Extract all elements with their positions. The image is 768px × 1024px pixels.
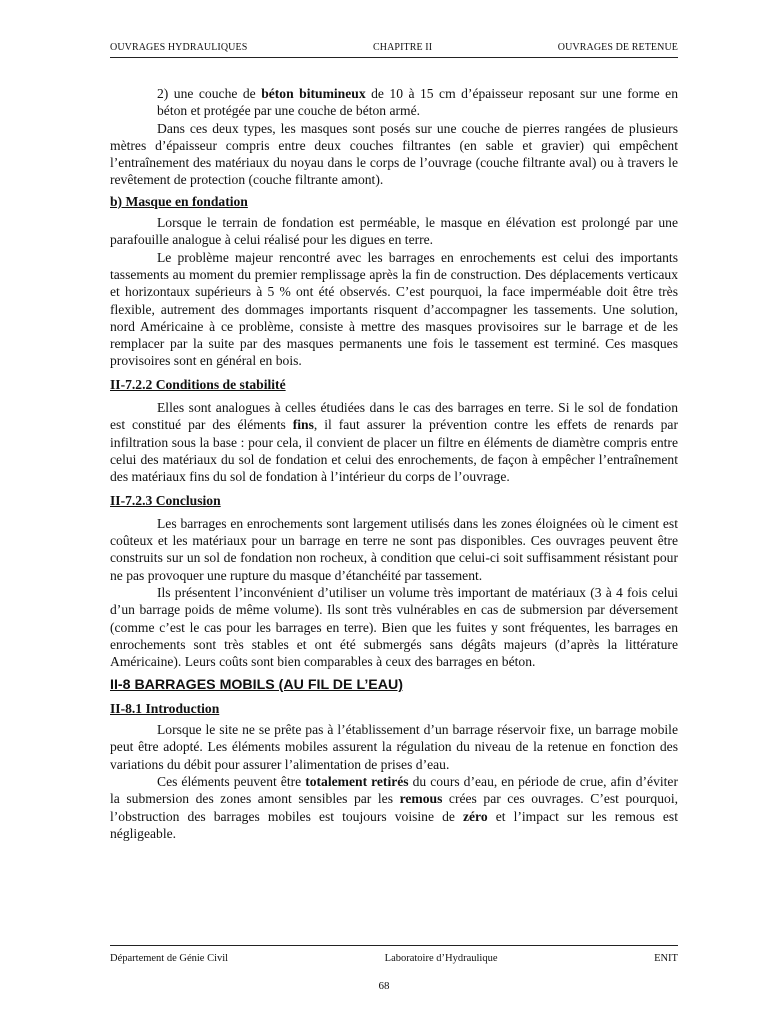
heading-masque-fondation: b) Masque en fondation bbox=[110, 193, 248, 209]
page-footer bbox=[110, 953, 678, 964]
p5-text-a: Elles sont analogues à celles étudiées dans le cas des barrages en terre. Si le sol de fondation est constitué par des éléments bbox=[110, 400, 678, 433]
header-left: OUVRAGES HYDRAULIQUES bbox=[110, 42, 248, 53]
paragraph-intro-2 bbox=[110, 773, 678, 842]
paragraph-conclusion-2: Ils présentent l’inconvénient d’utiliser un volume très important de matériaux (3 à 4 fois celui d’un barrage poids de même volume). Ils sont très vulnérables en cas de submersion par déversement (comme c’est le cas pour les barrages en terre). Bien que les fuites y sont fréquentes, les barrages en enrochements sont très stables et ont été submergés sans dégâts majeurs (d’après la littérature Américaine). Leurs coûts sont bien comparables à ceux des barrages en béton. bbox=[110, 585, 678, 670]
heading-introduction: II-8.1 Introduction bbox=[110, 700, 220, 716]
list-item-beton-bitumineux bbox=[157, 85, 678, 120]
paragraph-probleme-majeur: Le problème majeur rencontré avec les barrages en enrochements est celui des importants tassements au moment du premier remplissage après la fin de construction. Des déplacements verticaux et horizontaux supérieurs à 5 % ont été observés. C’est pourquoi, la face imperméable doit être très flexible, autrement des dommages importants risquent d’accompagner les tassements. Une solution, nord Américaine à ce problème, consiste à mettre des masques provisoires sur le barrage et de les remplacer par la suite par des masques permanents une fois le tassement est terminé. Ces masques provisoires sont en général en bois. bbox=[110, 249, 678, 369]
header-rule bbox=[110, 57, 678, 58]
p9-bold-zero: zéro bbox=[462, 808, 488, 824]
page-header bbox=[110, 42, 678, 53]
footer-center: Laboratoire d’Hydraulique bbox=[384, 953, 498, 964]
page-body bbox=[110, 85, 678, 842]
paragraph-terrain-fondation: Lorsque le terrain de fondation est perméable, le masque en élévation est prolongé par une parafouille analogue à celui réalisé pour les digues en terre. bbox=[110, 215, 678, 248]
paragraph-stabilite bbox=[110, 399, 678, 485]
header-right: OUVRAGES DE RETENUE bbox=[557, 42, 678, 53]
footer-left: Département de Génie Civil bbox=[110, 953, 229, 964]
p9-text-a: Ces éléments peuvent être bbox=[157, 773, 306, 789]
footer-right: ENIT bbox=[654, 953, 678, 964]
p5-text-c: , il faut assurer la prévention contre les effets de renards par infiltration sous la base : pour cela, il convient de placer un filtre en éléments de diamètre compris entre celui des matériaux du sol de fondation et celui des enrochements, de façon à empêcher l’entraînement des matériaux fins du sol de fondation à l’intérieur du corps de l’ouvrage. bbox=[110, 417, 678, 485]
p1-text-a: 2) une couche de bbox=[157, 86, 262, 101]
paragraph-conclusion-1: Les barrages en enrochements sont largement utilisés dans les zones éloignées où le ciment est coûteux et les matériaux pour un barrage en terre ne sont pas disponibles. Ces ouvrages peuvent être construits sur un sol de fondation non rocheux, à condition que celui-ci soit suffisamment résistant pour ne pas provoquer une rupture du masque d’étanchéité par tassement. bbox=[110, 515, 678, 583]
page-number: 68 bbox=[378, 980, 390, 992]
p1-bold: béton bitumineux bbox=[261, 86, 366, 101]
header-center: CHAPITRE II bbox=[373, 42, 433, 53]
p5-bold: fins bbox=[292, 417, 314, 433]
p9-bold-retires: totalement retirés bbox=[305, 773, 409, 789]
p9-bold-remous: remous bbox=[399, 791, 443, 807]
p9-text-e: crées par ces ouvrages. C’est pourquoi, l’obstruction des barrages mobiles est toujours voisine de bbox=[110, 791, 678, 824]
p1-text-c: de 10 à 15 cm d’épaisseur reposant sur une forme en béton et protégée par une couche de béton armé. bbox=[157, 86, 678, 119]
p9-text-c: du cours d’eau, en période de crue, afin d’éviter la submersion des zones amont sensibles par les bbox=[110, 773, 678, 807]
heading-barrages-mobils: II-8 BARRAGES MOBILS (AU FIL DE L’EAU) bbox=[110, 676, 403, 693]
heading-conditions-stabilite: II-7.2.2 Conditions de stabilité bbox=[110, 376, 286, 392]
p9-text-g: et l’impact sur les remous est négligeable. bbox=[110, 808, 678, 841]
paragraph-masques-types: Dans ces deux types, les masques sont posés sur une couche de pierres rangées de plusieurs mètres d’épaisseur compris entre deux couches filtrantes (en sable et gravier) qui empêchent l’entraînement des matériaux du noyau dans le corps de l’ouvrage (couche filtrante aval) ou à travers le revêtement de protection (couche filtrante amont). bbox=[110, 120, 678, 188]
paragraph-intro-1: Lorsque le site ne se prête pas à l’établissement d’un barrage réservoir fixe, un barrage mobile peut être adopté. Les éléments mobiles assurent la régulation du niveau de la retenue en fonction des variations du débit pour assurer l’alimentation de prises d’eau. bbox=[110, 722, 678, 772]
heading-conclusion: II-7.2.3 Conclusion bbox=[110, 492, 221, 508]
footer-rule bbox=[110, 945, 678, 946]
